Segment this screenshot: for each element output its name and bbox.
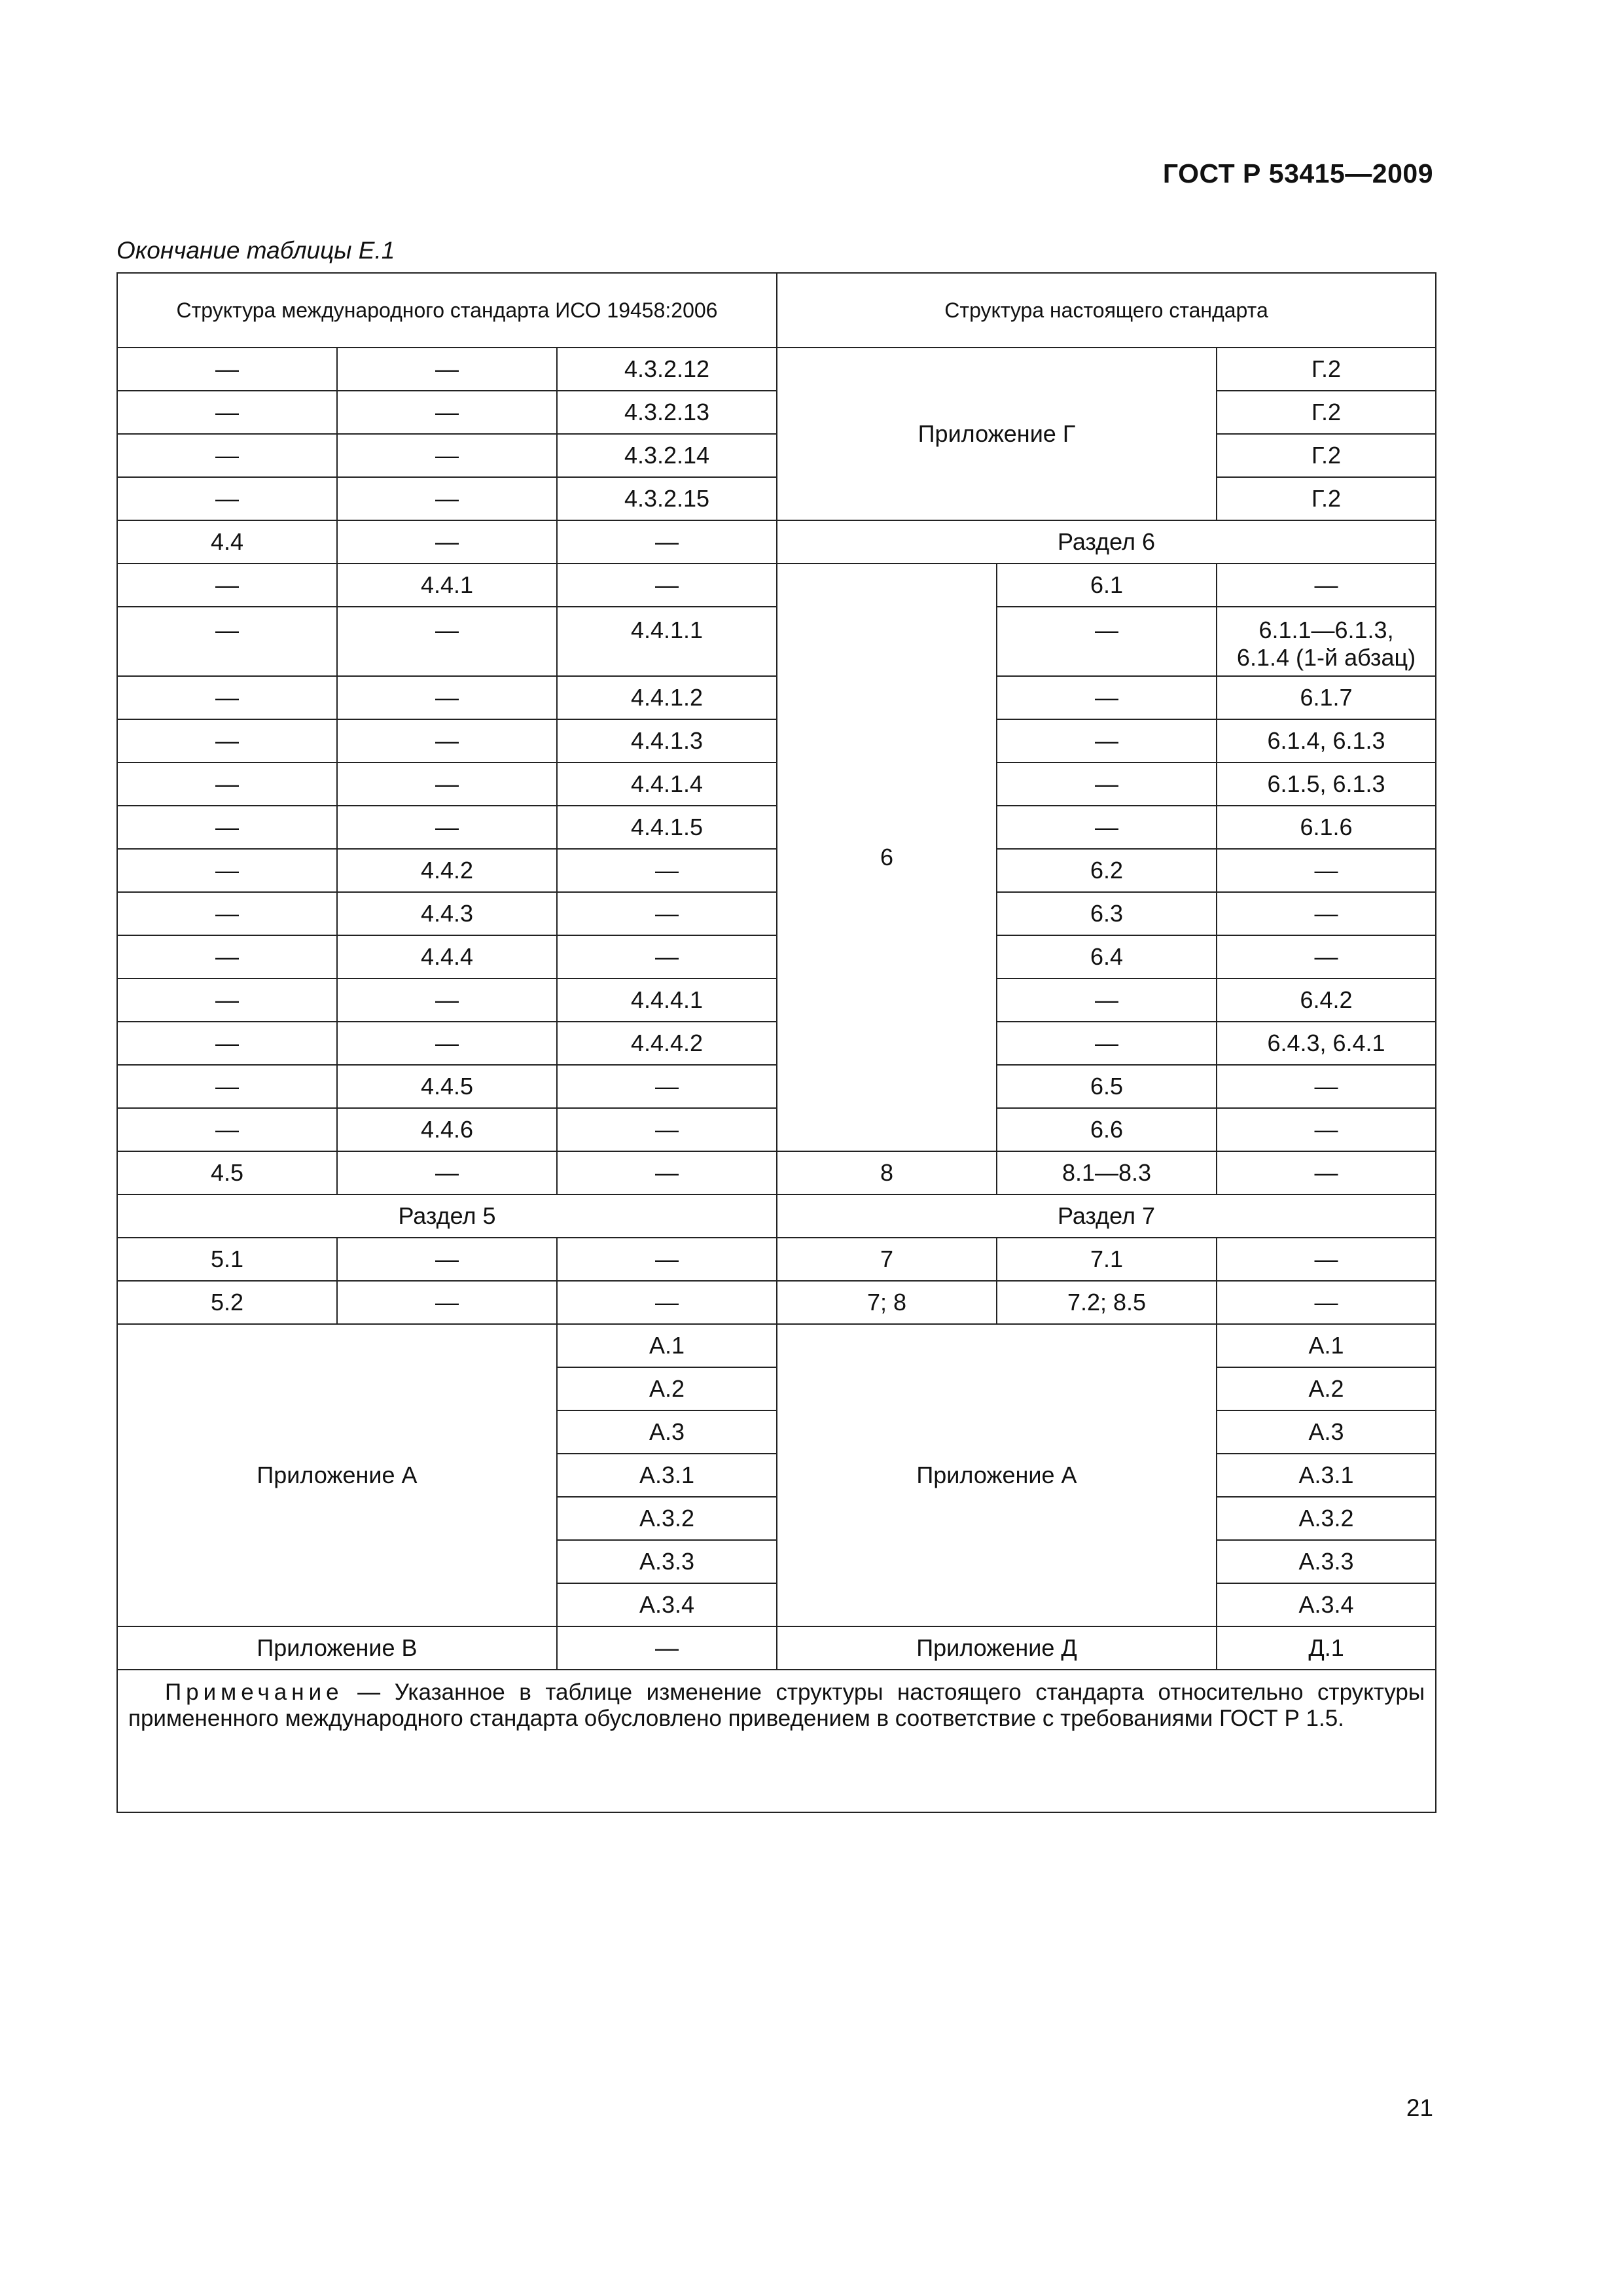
- section-6-cell: Раздел 6: [777, 520, 1436, 564]
- table-cell: —: [117, 1108, 337, 1151]
- table-cell: —: [337, 1281, 557, 1324]
- table-cell: 4.4.1.3: [557, 719, 777, 762]
- table-cell: 8: [777, 1151, 997, 1194]
- structure-comparison-table: [116, 272, 1436, 1813]
- table-cell: А.3.4: [1217, 1583, 1436, 1626]
- table-cell: А.3: [1217, 1410, 1436, 1454]
- table-cell: —: [1217, 1281, 1436, 1324]
- table-cell: 4.4: [117, 520, 337, 564]
- iso-annex-a-cell: Приложение А: [117, 1324, 557, 1626]
- table-cell-multiline: [1217, 607, 1436, 676]
- table-row: [117, 762, 1436, 806]
- table-cell: —: [337, 1022, 557, 1065]
- table-cell: —: [997, 806, 1217, 849]
- table-row: [117, 935, 1436, 978]
- table-row: [117, 1281, 1436, 1324]
- table-cell: —: [117, 892, 337, 935]
- table-cell: —: [557, 1151, 777, 1194]
- page-number: 21: [1406, 2094, 1433, 2121]
- table-cell: —: [117, 849, 337, 892]
- table-row: [117, 978, 1436, 1022]
- table-cell: 4.4.4: [337, 935, 557, 978]
- table-row: [117, 1626, 1436, 1670]
- table-cell: —: [1217, 935, 1436, 978]
- table-cell: А.3.1: [557, 1454, 777, 1497]
- table-cell: 6.1.6: [1217, 806, 1436, 849]
- table-cell: 7.1: [997, 1238, 1217, 1281]
- table-row: [117, 806, 1436, 849]
- table-cell: —: [337, 719, 557, 762]
- annex-g-cell: Приложение Г: [777, 348, 1217, 520]
- table-row: [117, 564, 1436, 607]
- table-header-row: [117, 273, 1436, 348]
- table-cell: А.3.2: [1217, 1497, 1436, 1540]
- table-cell: —: [997, 676, 1217, 719]
- table-cell: —: [117, 676, 337, 719]
- table-cell: Г.2: [1217, 348, 1436, 391]
- table-cell: 4.3.2.14: [557, 434, 777, 477]
- section-7-cell: Раздел 7: [777, 1194, 1436, 1238]
- table-cell: —: [557, 935, 777, 978]
- table-cell: —: [117, 806, 337, 849]
- table-cell: 6.1.5, 6.1.3: [1217, 762, 1436, 806]
- table-row: [117, 849, 1436, 892]
- table-row: [117, 477, 1436, 520]
- table-cell: 4.3.2.13: [557, 391, 777, 434]
- table-cell: 7.2; 8.5: [997, 1281, 1217, 1324]
- table-cell: 4.4.1: [337, 564, 557, 607]
- table-cell: 5.1: [117, 1238, 337, 1281]
- table-cell: 4.4.1.1: [557, 607, 777, 676]
- table-cell: 5.2: [117, 1281, 337, 1324]
- table-cell: 4.3.2.15: [557, 477, 777, 520]
- table-cell: —: [117, 1022, 337, 1065]
- table-cell: 4.4.4.1: [557, 978, 777, 1022]
- table-row: [117, 520, 1436, 564]
- table-cell: 4.4.1.5: [557, 806, 777, 849]
- table-cell: —: [557, 1065, 777, 1108]
- table-cell: —: [337, 607, 557, 676]
- table-cell: 4.4.4.2: [557, 1022, 777, 1065]
- table-cell: 6.6: [997, 1108, 1217, 1151]
- table-cell: Г.2: [1217, 477, 1436, 520]
- table-cell: А.2: [1217, 1367, 1436, 1410]
- document-number: ГОСТ Р 53415—2009: [1162, 158, 1433, 188]
- table-note: [117, 1670, 1436, 1812]
- table-cell: 4.4.6: [337, 1108, 557, 1151]
- table-cell: 6.2: [997, 849, 1217, 892]
- table-cell: —: [117, 978, 337, 1022]
- table-cell: 6.3: [997, 892, 1217, 935]
- table-cell: А.3.4: [557, 1583, 777, 1626]
- table-note-row: [117, 1670, 1436, 1812]
- table-cell: —: [997, 978, 1217, 1022]
- table-cell: —: [337, 391, 557, 434]
- table-cell: —: [1217, 892, 1436, 935]
- table-row: [117, 348, 1436, 391]
- table-cell: —: [337, 434, 557, 477]
- table-cell: —: [337, 520, 557, 564]
- table-cell: —: [1217, 849, 1436, 892]
- table-cell: 6.1.7: [1217, 676, 1436, 719]
- table-row: [117, 391, 1436, 434]
- table-cell: 7; 8: [777, 1281, 997, 1324]
- table-row: [117, 1022, 1436, 1065]
- table-cell: А.1: [557, 1324, 777, 1367]
- cell-line: 6.1.1—6.1.3,: [1258, 617, 1394, 643]
- table-cell: —: [1217, 564, 1436, 607]
- note-text: — Указанное в таблице изменение структуры настоящего стандарта относительно структуры примененного международного стандарта обусловлено приведением в соответствие с требованиями ГОСТ Р 1.5.: [128, 1679, 1425, 1731]
- table-cell: А.3.2: [557, 1497, 777, 1540]
- national-annex-d-cell: Приложение Д: [777, 1626, 1217, 1670]
- table-cell: 6.4.3, 6.4.1: [1217, 1022, 1436, 1065]
- table-row: [117, 1194, 1436, 1238]
- table-cell: —: [117, 762, 337, 806]
- table-cell: 4.4.2: [337, 849, 557, 892]
- table-cell: 7: [777, 1238, 997, 1281]
- table-cell: —: [557, 892, 777, 935]
- table-cell: А.3.3: [557, 1540, 777, 1583]
- table-cell: Г.2: [1217, 391, 1436, 434]
- table-cell: —: [117, 935, 337, 978]
- note-label: Примечание: [165, 1679, 344, 1705]
- table-cell: —: [997, 762, 1217, 806]
- table-cell: —: [337, 1238, 557, 1281]
- table-cell: —: [997, 607, 1217, 676]
- table-caption: Окончание таблицы Е.1: [116, 237, 395, 264]
- table-cell: —: [337, 1151, 557, 1194]
- table-cell: —: [117, 391, 337, 434]
- table-cell: —: [557, 1108, 777, 1151]
- table-cell: —: [337, 676, 557, 719]
- table-cell: —: [1217, 1065, 1436, 1108]
- table-cell: 4.4.1.2: [557, 676, 777, 719]
- table-cell: 4.3.2.12: [557, 348, 777, 391]
- table-cell: —: [557, 849, 777, 892]
- table-cell: А.3.3: [1217, 1540, 1436, 1583]
- table-cell: 4.4.3: [337, 892, 557, 935]
- national-annex-a-cell: Приложение А: [777, 1324, 1217, 1626]
- table-cell: —: [997, 1022, 1217, 1065]
- table-cell: 4.4.1.4: [557, 762, 777, 806]
- table-row: [117, 676, 1436, 719]
- table-cell: А.2: [557, 1367, 777, 1410]
- table-cell: 6.1.4, 6.1.3: [1217, 719, 1436, 762]
- table-row: [117, 1151, 1436, 1194]
- table-cell: —: [117, 564, 337, 607]
- table-row: [117, 1108, 1436, 1151]
- table-cell: Д.1: [1217, 1626, 1436, 1670]
- table-row: [117, 1238, 1436, 1281]
- table-cell: 6.4: [997, 935, 1217, 978]
- cell-line: 6.1.4 (1-й абзац): [1236, 644, 1416, 671]
- table-row: [117, 434, 1436, 477]
- table-cell: 6.5: [997, 1065, 1217, 1108]
- table-cell: —: [1217, 1238, 1436, 1281]
- table-row: [117, 607, 1436, 676]
- table-cell: —: [337, 348, 557, 391]
- table-row: [117, 719, 1436, 762]
- table-cell: —: [117, 1065, 337, 1108]
- table-cell: —: [337, 978, 557, 1022]
- table-cell: —: [557, 1238, 777, 1281]
- table-cell: А.3.1: [1217, 1454, 1436, 1497]
- table-cell: —: [337, 806, 557, 849]
- table-row: [117, 1065, 1436, 1108]
- table-cell: —: [997, 719, 1217, 762]
- table-cell: —: [117, 477, 337, 520]
- section-6-merged-cell: 6: [777, 564, 997, 1151]
- iso-structure-header: Структура международного стандарта ИСО 19458:2006: [117, 273, 777, 348]
- table-cell: —: [337, 762, 557, 806]
- table-cell: 6.4.2: [1217, 978, 1436, 1022]
- table-cell: —: [1217, 1108, 1436, 1151]
- table-cell: —: [1217, 1151, 1436, 1194]
- table-cell: —: [117, 607, 337, 676]
- table-cell: —: [117, 719, 337, 762]
- national-structure-header: Структура настоящего стандарта: [777, 273, 1436, 348]
- table-row: [117, 892, 1436, 935]
- table-cell: А.1: [1217, 1324, 1436, 1367]
- table-cell: 8.1—8.3: [997, 1151, 1217, 1194]
- section-5-cell: Раздел 5: [117, 1194, 777, 1238]
- iso-annex-b-cell: Приложение В: [117, 1626, 557, 1670]
- table-cell: 4.5: [117, 1151, 337, 1194]
- table-cell: —: [557, 1281, 777, 1324]
- table-cell: 6.1: [997, 564, 1217, 607]
- table-cell: А.3: [557, 1410, 777, 1454]
- table-cell: —: [557, 564, 777, 607]
- table-cell: —: [557, 520, 777, 564]
- table-cell: —: [557, 1626, 777, 1670]
- table-cell: 4.4.5: [337, 1065, 557, 1108]
- table-cell: —: [337, 477, 557, 520]
- table-cell: —: [117, 348, 337, 391]
- table-cell: —: [117, 434, 337, 477]
- table-cell: Г.2: [1217, 434, 1436, 477]
- table-row: [117, 1324, 1436, 1367]
